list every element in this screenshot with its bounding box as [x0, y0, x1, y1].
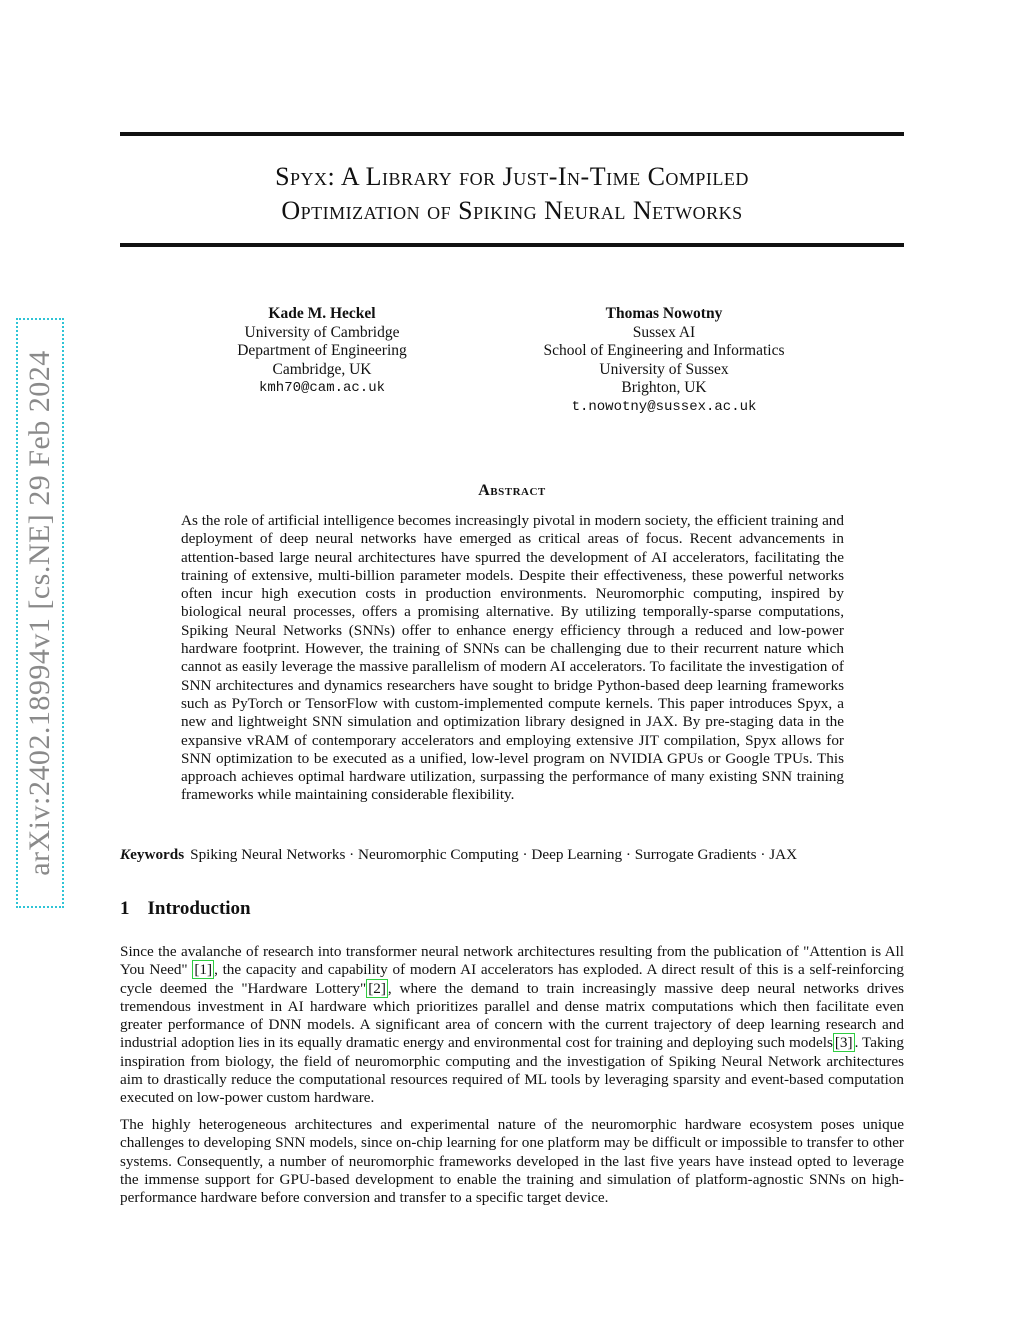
author-affiliation: University of Cambridge [244, 323, 400, 341]
author-block-1 [222, 305, 422, 398]
paper-title-line-1: Spyx: A Library for Just-In-Time Compiled [275, 162, 749, 191]
paragraph-text: Since the avalanche of research into transformer neural network architectures resulting from the publication of "Attention is All You Need" [120, 943, 904, 979]
author-location: Brighton, UK [621, 379, 707, 396]
keywords [120, 846, 904, 864]
author-email[interactable]: t.nowotny@sussex.ac.uk [571, 398, 757, 415]
arxiv-identifier-box[interactable] [16, 318, 64, 908]
section-number: 1 [120, 898, 130, 919]
abstract-heading: Abstract [478, 482, 546, 499]
author-affiliation: Sussex AI [632, 323, 696, 341]
title-rule-bottom [120, 243, 904, 247]
keywords-label-rest: eywords [130, 846, 185, 863]
citation-link[interactable]: [2] [368, 979, 386, 997]
abstract-text: As the role of artificial intelligence becomes increasingly pivotal in modern society, the efficient training and deployment of deep neural networks have emerged as critical areas of focus. Recent advancements in attention-based large neural architectures have spurred the development of AI accelerators, facilitating the training of extensive, multi-billion parameter models. Despite their effectiveness, these powerful networks often incur high execution costs in production environments. Neuromorphic computing, inspired by biological neural processes, offers a promising alternative. By utilizing temporally-sparse computations, Spiking Neural Networks (SNNs) offer to enhance energy efficiency through a reduced and low-power hardware footprint. However, the training of SNNs can be challenging due to their recurrent nature which cannot as easily leverage the massive parallelism of modern AI accelerators. To facilitate the investigation of SNN architectures and dynamics researchers have sought to bridge Python-based deep learning frameworks such as PyTorch or TensorFlow with custom-implemented compute kernels. This paper introduces Spyx, a new and lightweight SNN simulation and optimization library designed in JAX. By pre-staging data in the expansive vRAM of contemporary accelerators and employing extensive JIT compilation, Spyx allows for SNN optimization to be executed as a unified, low-level program on NVIDIA GPUs or Google TPUs. This approach achieves optimal hardware utilization, surpassing the performance of many existing SNN training frameworks while maintaining considerable flexibility. [181, 512, 844, 804]
author-department: Department of Engineering [237, 342, 407, 359]
author-name: Thomas Nowotny [605, 305, 723, 322]
keywords-label-initial: K [120, 846, 131, 863]
title-rule-top [120, 132, 904, 136]
paragraph-text: . Taking inspiration from biology, the field of neuromorphic computing and the investigation of Spiking Neural Network architectures aim to drastically reduce the computational resources required of ML tools by leveraging sparsity and event-based computation executed on low-power custom hardware. [120, 1034, 904, 1107]
citation-link[interactable]: [3] [834, 1034, 853, 1052]
author-block-2 [514, 305, 814, 416]
paper-title [120, 160, 904, 228]
paragraph-text: , where the demand to train increasingly massive deep neural networks drives tremendous investment in AI hardware which prioritizes parallel and dense matrix computations which then facilitate even greater performance of DNN models. A significant area of concern with the current trajectory of deep learning research and industrial adoption lies in its equally dramatic energy and environmental cost for training and deploying such models [120, 979, 904, 1052]
author-location: Cambridge, UK [272, 360, 372, 378]
paragraph-text: , the capacity and capability of modern AI accelerators has exploded. A direct result of this is a self-reinforcing cycle deemed the "Hardware Lottery" [120, 961, 904, 997]
intro-paragraph-2: The highly heterogeneous architectures and experimental nature of the neuromorphic hardware ecosystem poses unique challenges to developing SNN models, since on-chip learning for one platform may be difficult or impossible to transfer to other systems. Consequently, a number of neuromorphic frameworks developed in the last five years have instead opted to leverage the immense support for GPU-based development to enable the training and simulation of platform-agnostic SNNs on high-performance hardware before conversion and transfer to a specific target device. [120, 1116, 904, 1207]
section-heading-introduction [120, 898, 251, 920]
citation-link[interactable]: [1] [194, 961, 213, 979]
keywords-label [120, 846, 184, 863]
author-name: Kade M. Heckel [268, 305, 376, 322]
author-university: University of Sussex [599, 360, 729, 378]
author-email[interactable]: kmh70@cam.ac.uk [258, 380, 386, 396]
paper-title-line-2: Optimization of Spiking Neural Networks [281, 196, 743, 225]
section-title: Introduction [147, 898, 251, 919]
intro-paragraph-1 [120, 943, 904, 1108]
keywords-list: Spiking Neural Networks · Neuromorphic Computing · Deep Learning · Surrogate Gradients · JAX [190, 846, 798, 863]
arxiv-identifier[interactable]: arXiv:2402.18994v1 [cs.NE] 29 Feb 2024 [23, 350, 56, 876]
author-department: School of Engineering and Informatics [543, 342, 785, 359]
